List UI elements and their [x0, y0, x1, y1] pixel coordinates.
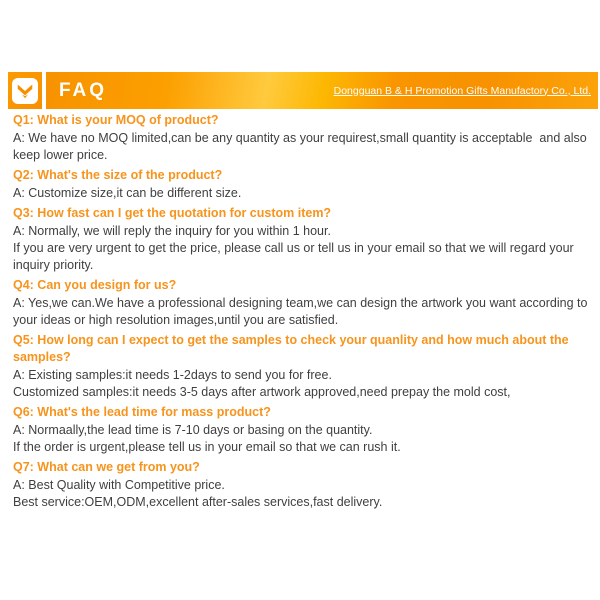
faq-question: Q1: What is your MOQ of product?	[13, 113, 219, 127]
faq-question: Q5: How long can I expect to get the samples to check your quanlity and how much about the samples?	[13, 333, 573, 364]
faq-answer-line: A: Normaally,the lead time is 7-10 days or basing on the quantity.	[13, 423, 373, 437]
faq-answer-line: A: We have no MOQ limited,can be any quantity as your requirest,small quantity is acceptable and also keep lower price.	[13, 131, 591, 162]
faq-item-q6	[13, 404, 588, 456]
faq-item-q4	[13, 277, 591, 329]
faq-answer-line: If you are very urgent to get the price, please call us or tell us in your email so that we will regard your inquiry priority.	[13, 241, 578, 272]
faq-question: Q2: What's the size of the product?	[13, 168, 223, 182]
faq-answer-line: If the order is urgent,please tell us in your email so that we can rush it.	[13, 440, 401, 454]
faq-answer-line: A: Yes,we can.We have a professional designing team,we can design the artwork you want according to your ideas or high resolution images,until you are satisfied.	[13, 296, 591, 327]
faq-list	[13, 112, 591, 511]
faq-item-q2	[13, 167, 588, 202]
faq-answer-line: Best service:OEM,ODM,excellent after-sales services,fast delivery.	[13, 495, 383, 509]
faq-answer-line: Customized samples:it needs 3-5 days after artwork approved,need prepay the mold cost,	[13, 385, 511, 399]
faq-item-q1	[13, 112, 591, 164]
page-title: FAQ	[59, 80, 108, 101]
faq-question: Q3: How fast can I get the quotation for custom item?	[13, 206, 332, 220]
chevron-down-icon	[16, 83, 34, 99]
company-logo	[8, 72, 42, 109]
faq-item-q5	[13, 332, 588, 401]
faq-answer-line: A: Best Quality with Competitive price.	[13, 478, 225, 492]
faq-answer-line: A: Normally, we will reply the inquiry for you within 1 hour.	[13, 224, 331, 238]
faq-item-q7	[13, 459, 588, 511]
company-name-link[interactable]: Dongguan B & H Promotion Gifts Manufactory Co., Ltd.	[333, 84, 591, 97]
faq-answer-line: A: Customize size,it can be different size.	[13, 186, 242, 200]
header-bar	[46, 72, 598, 109]
logo-badge	[12, 78, 38, 104]
faq-question: Q6: What's the lead time for mass product?	[13, 405, 271, 419]
faq-header	[8, 72, 598, 109]
faq-question: Q7: What can we get from you?	[13, 460, 200, 474]
faq-item-q3	[13, 205, 588, 274]
faq-answer-line: A: Existing samples:it needs 1-2days to send you for free.	[13, 368, 332, 382]
faq-question: Q4: Can you design for us?	[13, 278, 177, 292]
